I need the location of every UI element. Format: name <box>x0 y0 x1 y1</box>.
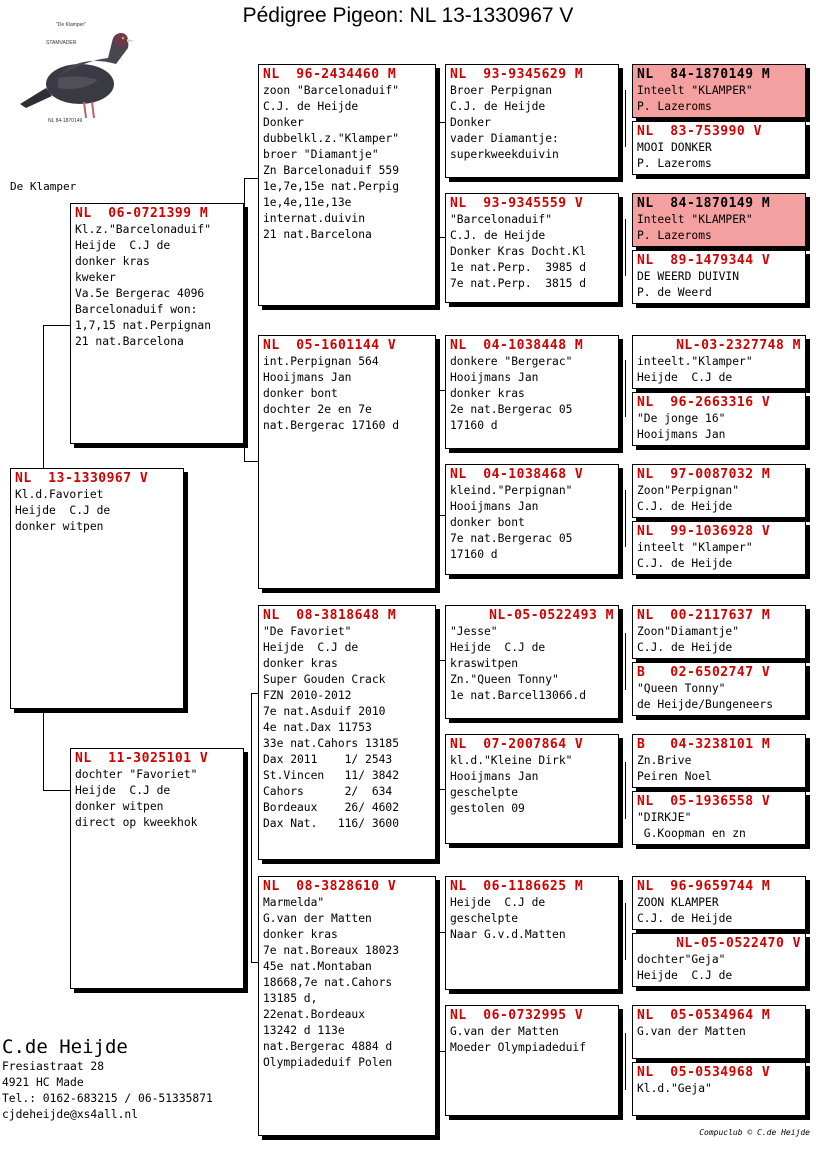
card-line: Heijde C.J de <box>637 969 733 982</box>
pigeon-card-sire <box>70 203 244 444</box>
connector-line <box>437 390 438 516</box>
connector-line <box>625 1033 626 1090</box>
pigeon-card-gg1 <box>445 64 619 178</box>
card-line: DE WEERD DUIVIN <box>637 270 740 283</box>
ring-number: NL 83-753990 V <box>637 124 762 139</box>
card-line: 1e nat.Perp. 3985 d <box>450 261 587 274</box>
card-line: 17160 d <box>450 419 498 432</box>
card-line: Heijde C.J de <box>15 504 111 517</box>
pigeon-card-ggg8 <box>632 521 806 575</box>
card-line: MOOI DONKER <box>637 141 712 154</box>
card-line: Inteelt "KLAMPER" <box>637 84 753 97</box>
card-line: 2e nat.Bergerac 05 <box>450 403 573 416</box>
card-line: donker kras <box>263 928 338 941</box>
connector-line <box>43 790 70 791</box>
ring-number: NL 06-0732995 V <box>450 1008 584 1023</box>
card-line: donker witpen <box>75 800 164 813</box>
card-line: 45e nat.Montaban <box>263 960 372 973</box>
card-line: C.J. de Heijde <box>637 912 733 925</box>
connector-line <box>437 1051 445 1052</box>
pigeon-photo <box>18 14 138 126</box>
ring-number: NL 05-0534964 M <box>637 1008 771 1023</box>
connector-line <box>43 325 44 468</box>
card-line: Naar G.v.d.Matten <box>450 928 566 941</box>
connector-line <box>244 178 245 462</box>
card-line: dochter 2e en 7e <box>263 403 372 416</box>
connector-line <box>43 325 70 326</box>
card-line: 21 nat.Barcelona <box>75 335 184 348</box>
pigeon-card-ggg12 <box>632 791 806 845</box>
card-line: "Barcelonaduif" <box>450 213 553 226</box>
card-line: G.van der Matten <box>450 1025 559 1038</box>
card-line: Heijde C.J de <box>450 896 546 909</box>
card-line: C.J. de Heijde <box>637 641 733 654</box>
ring-number: NL 05-1936558 V <box>637 794 771 809</box>
connector-line <box>244 178 258 179</box>
card-line: Dax Nat. 116/ 3600 <box>263 817 400 830</box>
owner-email[interactable]: cjdeheijde@xs4all.nl <box>2 1108 139 1121</box>
card-line: kleind."Perpignan" <box>450 484 573 497</box>
ring-number: NL 06-1186625 M <box>450 879 584 894</box>
card-line: vader Diamantje: <box>450 132 559 145</box>
card-line: nat.Bergerac 4884 d <box>263 1040 393 1053</box>
pigeon-card-ggg10 <box>632 662 806 716</box>
connector-line <box>251 962 258 963</box>
card-line: Hooijmans Jan <box>263 371 352 384</box>
ring-number: NL 05-1601144 V <box>263 338 397 353</box>
card-line: C.J. de Heijde <box>637 557 733 570</box>
pigeon-card-ggg15 <box>632 1005 806 1059</box>
connector-line <box>437 789 445 790</box>
pigeon-card-ggg1 <box>632 64 806 118</box>
ring-number: NL 08-3828610 V <box>263 879 397 894</box>
card-line: 13242 d 113e <box>263 1024 345 1037</box>
card-line: gestolen 09 <box>450 802 525 815</box>
connector-line <box>43 709 44 791</box>
card-line: P. Lazeroms <box>637 100 712 113</box>
card-line: inteelt "Klamper" <box>637 541 753 554</box>
card-line: 18668,7e nat.Cahors <box>263 976 393 989</box>
connector-line <box>437 932 438 1052</box>
pigeon-card-gg4 <box>445 464 619 575</box>
card-line: St.Vincen 11/ 3842 <box>263 769 400 782</box>
card-line: dochter "Favoriet" <box>75 768 198 781</box>
card-line: G.Koopman en zn <box>637 827 746 840</box>
card-line: geschelpte <box>450 786 519 799</box>
connector-line <box>625 360 626 417</box>
pigeon-card-ggg4 <box>632 250 806 304</box>
card-line: 7e nat.Asduif 2010 <box>263 705 386 718</box>
card-line: donker witpen <box>15 520 104 533</box>
ring-number: NL 96-9659744 M <box>637 879 771 894</box>
ring-number: NL-05-0522470 V <box>676 936 801 951</box>
owner-street: Fresiastraat 28 <box>2 1060 105 1073</box>
pigeon-card-ggg6 <box>632 392 806 446</box>
page-title: Pédigree Pigeon: NL 13-1330967 V <box>242 4 574 27</box>
pigeon-card-ggg13 <box>632 876 806 930</box>
card-line: Heijde C.J de <box>637 371 733 384</box>
card-line: Donker <box>450 116 491 129</box>
pigeon-card-ggg3 <box>632 193 806 247</box>
photo-caption-ring: NL 84-1870149 <box>48 118 83 124</box>
connector-line <box>625 90 626 147</box>
card-line: Broer Perpignan <box>450 84 553 97</box>
card-line: 17160 d <box>450 548 498 561</box>
pigeon-card-ggg16 <box>632 1062 806 1116</box>
card-line: kl.d."Kleine Dirk" <box>450 754 573 767</box>
card-line: ZOON KLAMPER <box>637 896 719 909</box>
connector-line <box>625 633 626 690</box>
card-line: Barcelonaduif won: <box>75 303 198 316</box>
card-line: kraswitpen <box>450 657 519 670</box>
card-line: "De Favoriet" <box>263 625 352 638</box>
owner-phone: Tel.: 0162-683215 / 06-51335871 <box>2 1092 213 1105</box>
card-line: Cahors 2/ 634 <box>263 785 393 798</box>
card-line: Marmelda" <box>263 896 325 909</box>
connector-line <box>625 490 626 547</box>
ring-number: NL 06-0721399 M <box>75 206 209 221</box>
ring-number: NL-05-0522493 M <box>489 608 614 623</box>
card-line: 7e nat.Perp. 3815 d <box>450 277 587 290</box>
ring-number: NL 89-1479344 V <box>637 253 771 268</box>
card-line: Hooijmans Jan <box>450 770 539 783</box>
photo-caption-name: "De Klamper" <box>56 22 86 28</box>
card-line: Super Gouden Crack <box>263 673 386 686</box>
ring-number: NL 93-9345629 M <box>450 67 584 82</box>
owner-label: De Klamper <box>10 180 77 193</box>
ring-number: NL 04-1038448 M <box>450 338 584 353</box>
card-line: Zn Barcelonaduif 559 <box>263 164 400 177</box>
card-line: C.J. de Heijde <box>450 100 546 113</box>
owner-name: C.de Heijde <box>2 1036 128 1058</box>
card-line: direct op kweekhok <box>75 816 198 829</box>
card-line: "Queen Tonny" <box>637 682 726 695</box>
card-line: "DIRKJE" <box>637 811 692 824</box>
pigeon-card-g1 <box>258 64 436 306</box>
connector-line <box>437 660 438 790</box>
card-line: donker kras <box>75 255 150 268</box>
pigeon-card-ggg2 <box>632 121 806 175</box>
card-line: 4e nat.Dax 11753 <box>263 721 372 734</box>
ring-number: NL 11-3025101 V <box>75 751 209 766</box>
ring-number: NL 07-2007864 V <box>450 737 584 752</box>
pigeon-card-g2 <box>258 335 436 589</box>
connector-line <box>437 237 445 238</box>
ring-number: NL 84-1870149 M <box>637 196 771 211</box>
card-line: int.Perpignan 564 <box>263 355 379 368</box>
card-line: internat.duivin <box>263 212 366 225</box>
connector-line <box>625 903 626 960</box>
card-line: Kl.d.Favoriet <box>15 488 104 501</box>
ring-number: B 04-3238101 M <box>637 737 771 752</box>
pigeon-card-ggg9 <box>632 605 806 659</box>
ring-number: NL 97-0087032 M <box>637 467 771 482</box>
card-line: P. de Weerd <box>637 286 712 299</box>
photo-caption-sub: STAMVADER <box>46 40 77 46</box>
card-line: Heijde C.J de <box>75 784 171 797</box>
card-line: geschelpte <box>450 912 519 925</box>
ring-number: NL 96-2663316 V <box>637 395 771 410</box>
connector-line <box>437 390 445 391</box>
connector-line <box>625 762 626 819</box>
card-line: "Jesse" <box>450 625 498 638</box>
connector-line <box>437 122 445 123</box>
ring-number: NL 04-1038468 V <box>450 467 584 482</box>
connector-line <box>251 693 258 694</box>
ring-number: NL 00-2117637 M <box>637 608 771 623</box>
pigeon-card-gg5 <box>445 605 619 719</box>
ring-number: NL 08-3818648 M <box>263 608 397 623</box>
pigeon-card-ggg11 <box>632 734 806 788</box>
connector-line <box>437 932 445 933</box>
pigeon-card-gg7 <box>445 876 619 990</box>
card-line: G.van der Matten <box>263 912 372 925</box>
card-line: Zoon"Perpignan" <box>637 484 740 497</box>
ring-number: NL 84-1870149 M <box>637 67 771 82</box>
card-line: 7e nat.Bergerac 05 <box>450 532 573 545</box>
pigeon-card-ggg7 <box>632 464 806 518</box>
card-line: dubbelkl.z."Klamper" <box>263 132 400 145</box>
pigeon-card-g4 <box>258 876 436 1136</box>
ring-number: NL 05-0534968 V <box>637 1065 771 1080</box>
card-line: nat.Bergerac 17160 d <box>263 419 400 432</box>
connector-line <box>437 122 438 238</box>
ring-number: NL 93-9345559 V <box>450 196 584 211</box>
card-line: donker bont <box>263 387 338 400</box>
card-line: Heijde C.J de <box>450 641 546 654</box>
card-line: 13185 d, <box>263 992 318 1005</box>
card-line: donkere "Bergerac" <box>450 355 573 368</box>
card-line: Dax 2011 1/ 2543 <box>263 753 393 766</box>
ring-number: B 02-6502747 V <box>637 665 771 680</box>
card-line: "De jonge 16" <box>637 412 726 425</box>
card-line: Inteelt "KLAMPER" <box>637 213 753 226</box>
card-line: Va.5e Bergerac 4096 <box>75 287 205 300</box>
ring-number: NL 96-2434460 M <box>263 67 397 82</box>
card-line: 1e nat.Barcel13066.d <box>450 689 587 702</box>
card-line: 22enat.Bordeaux <box>263 1008 366 1021</box>
card-line: dochter"Geja" <box>637 953 726 966</box>
card-line: P. Lazeroms <box>637 157 712 170</box>
card-line: Zn."Queen Tonny" <box>450 673 559 686</box>
pigeon-card-g3 <box>258 605 436 860</box>
card-line: 7e nat.Boreaux 18023 <box>263 944 400 957</box>
connector-line <box>437 660 445 661</box>
card-line: superkweekduivin <box>450 148 559 161</box>
card-line: Hooijmans Jan <box>450 500 539 513</box>
card-line: Kl.d."Geja" <box>637 1082 712 1095</box>
card-line: zoon "Barcelonaduif" <box>263 84 400 97</box>
pigeon-card-ggg5 <box>632 335 806 389</box>
pigeon-card-gg2 <box>445 193 619 303</box>
card-line: Zoon"Diamantje" <box>637 625 740 638</box>
connector-line <box>437 515 445 516</box>
connector-line <box>251 693 252 963</box>
card-line: Peiren Noel <box>637 770 712 783</box>
card-line: Bordeaux 26/ 4602 <box>263 801 400 814</box>
card-line: Moeder Olympiadeduif <box>450 1041 587 1054</box>
card-line: C.J. de Heijde <box>637 500 733 513</box>
card-line: donker kras <box>263 657 338 670</box>
card-line: FZN 2010-2012 <box>263 689 352 702</box>
card-line: Olympiadeduif Polen <box>263 1056 393 1069</box>
pigeon-card-ggg14 <box>632 933 806 987</box>
ring-number: NL 99-1036928 V <box>637 524 771 539</box>
card-line: kweker <box>75 271 116 284</box>
card-line: donker kras <box>450 387 525 400</box>
card-line: C.J. de Heijde <box>263 100 359 113</box>
card-line: 33e nat.Cahors 13185 <box>263 737 400 750</box>
card-line: Heijde C.J de <box>75 239 171 252</box>
card-line: inteelt."Klamper" <box>637 355 753 368</box>
card-line: G.van der Matten <box>637 1025 746 1038</box>
owner-city: 4921 HC Made <box>2 1076 84 1089</box>
software-credit: Compuclub © C.de Heijde <box>699 1128 810 1137</box>
card-line: Donker Kras Docht.Kl <box>450 245 587 258</box>
card-line: donker bont <box>450 516 525 529</box>
card-line: 1e,7e,15e nat.Perpig <box>263 180 400 193</box>
card-line: de Heijde/Bungeneers <box>637 698 774 711</box>
card-line: 1e,4e,11e,13e <box>263 196 352 209</box>
card-line: P. Lazeroms <box>637 229 712 242</box>
card-line: Donker <box>263 116 304 129</box>
connector-line <box>625 219 626 276</box>
card-line: C.J. de Heijde <box>450 229 546 242</box>
card-line: Heijde C.J de <box>263 641 359 654</box>
pigeon-card-gg8 <box>445 1005 619 1116</box>
card-line: 21 nat.Barcelona <box>263 228 372 241</box>
card-line: Zn.Brive <box>637 754 692 767</box>
pigeon-card-subject <box>10 468 184 709</box>
connector-line <box>244 461 258 462</box>
card-line: 1,7,15 nat.Perpignan <box>75 319 212 332</box>
card-line: Hooijmans Jan <box>450 371 539 384</box>
pigeon-card-gg3 <box>445 335 619 449</box>
card-line: broer "Diamantje" <box>263 148 379 161</box>
pigeon-card-dam <box>70 748 244 989</box>
card-line: Kl.z."Barcelonaduif" <box>75 223 212 236</box>
card-line: Hooijmans Jan <box>637 428 726 441</box>
ring-number: NL-03-2327748 M <box>676 338 801 353</box>
pigeon-card-gg6 <box>445 734 619 844</box>
ring-number: NL 13-1330967 V <box>15 471 149 486</box>
